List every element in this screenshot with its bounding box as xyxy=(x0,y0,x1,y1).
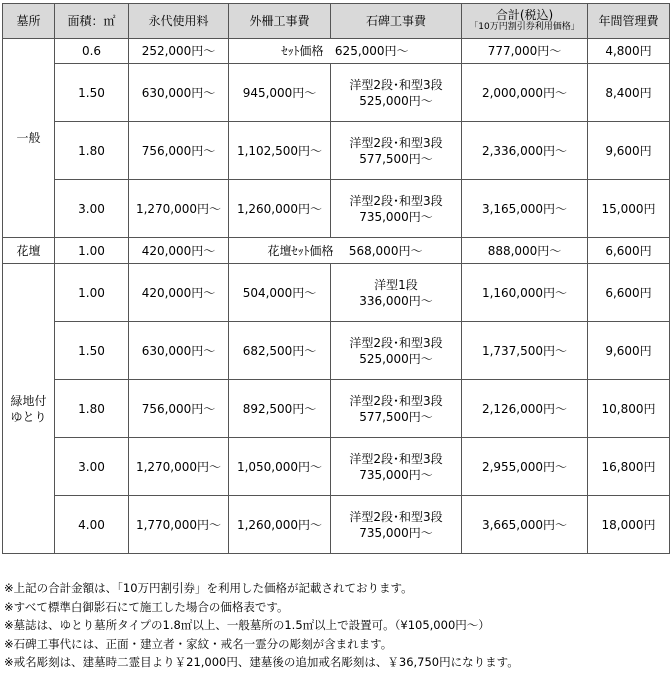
cell-eitai: 420,000円～ xyxy=(129,238,229,264)
cell-set-price xyxy=(229,238,462,264)
cell-annual: 6,600円 xyxy=(588,238,670,264)
stone-price: 577,500円～ xyxy=(359,409,433,424)
table-row xyxy=(3,238,670,264)
cell-area: 1.80 xyxy=(55,380,129,438)
cell-total: 1,737,500円～ xyxy=(462,322,588,380)
section-label-ippan: 一般 xyxy=(3,39,55,238)
cell-total: 2,126,000円～ xyxy=(462,380,588,438)
set-price: 625,000円～ xyxy=(334,44,409,58)
cell-annual: 8,400円 xyxy=(588,64,670,122)
notes xyxy=(4,579,668,672)
cell-fence: 504,000円～ xyxy=(229,264,331,322)
section-label-line2: ゆとり xyxy=(10,409,47,424)
cell-fence: 1,260,000円～ xyxy=(229,496,331,554)
table-row xyxy=(3,322,670,380)
cell-total: 3,665,000円～ xyxy=(462,496,588,554)
header-total-note: 「10万円割引券利用価格」 xyxy=(469,22,580,32)
cell-area: 3.00 xyxy=(55,438,129,496)
note-line: ※戒名彫刻は、建墓時二霊目より￥21,000円、建墓後の追加戒名彫刻は、￥36,750円になります。 xyxy=(4,655,519,670)
cell-stone xyxy=(331,322,462,380)
cell-fence: 1,260,000円～ xyxy=(229,180,331,238)
stone-type: 洋型1段 xyxy=(374,277,418,292)
cell-eitai: 630,000円～ xyxy=(129,64,229,122)
cell-total: 3,165,000円～ xyxy=(462,180,588,238)
header-stone: 石碑工事費 xyxy=(331,4,462,39)
note-line: ※すべて標準白御影石にて施工した場合の価格表です。 xyxy=(4,599,289,614)
cell-fence: 945,000円～ xyxy=(229,64,331,122)
note-line: ※石碑工事代には、正面・建立者・家紋・戒名一霊分の彫刻が含まれます。 xyxy=(4,636,393,651)
table-row xyxy=(3,180,670,238)
section-label-kadan: 花壇 xyxy=(3,238,55,264)
table-row xyxy=(3,39,670,64)
cell-eitai: 756,000円～ xyxy=(129,380,229,438)
note-line: ※上記の合計金額は、「10万円割引券」を利用した価格が記載されております。 xyxy=(4,581,413,595)
header-fence: 外柵工事費 xyxy=(229,4,331,39)
cell-eitai: 1,770,000円～ xyxy=(129,496,229,554)
cell-total: 777,000円～ xyxy=(462,39,588,64)
cell-eitai: 252,000円～ xyxy=(129,39,229,64)
cell-annual: 9,600円 xyxy=(588,322,670,380)
header-area: 面積：㎡ xyxy=(55,4,129,39)
stone-price: 336,000円～ xyxy=(359,293,433,308)
stone-type: 洋型2段･和型3段 xyxy=(349,451,443,466)
cell-total: 888,000円～ xyxy=(462,238,588,264)
table-row xyxy=(3,122,670,180)
header-total xyxy=(462,4,588,39)
cell-stone xyxy=(331,180,462,238)
cell-eitai: 420,000円～ xyxy=(129,264,229,322)
stone-price: 525,000円～ xyxy=(359,93,433,108)
price-table xyxy=(2,3,670,554)
section-label-yutori xyxy=(3,264,55,554)
cell-total: 2,955,000円～ xyxy=(462,438,588,496)
cell-area: 1.00 xyxy=(55,264,129,322)
table-row xyxy=(3,380,670,438)
cell-stone xyxy=(331,264,462,322)
cell-fence: 1,102,500円～ xyxy=(229,122,331,180)
cell-total: 2,000,000円～ xyxy=(462,64,588,122)
stone-price: 735,000円～ xyxy=(359,525,433,540)
cell-area: 1.00 xyxy=(55,238,129,264)
cell-annual: 4,800円 xyxy=(588,39,670,64)
table-row xyxy=(3,438,670,496)
cell-area: 1.50 xyxy=(55,322,129,380)
cell-annual: 15,000円 xyxy=(588,180,670,238)
stone-price: 577,500円～ xyxy=(359,151,433,166)
cell-stone xyxy=(331,496,462,554)
table-row xyxy=(3,264,670,322)
cell-annual: 16,800円 xyxy=(588,438,670,496)
set-label: 花壇ｾｯﾄ価格 xyxy=(267,243,334,258)
cell-eitai: 1,270,000円～ xyxy=(129,438,229,496)
cell-annual: 6,600円 xyxy=(588,264,670,322)
stone-type: 洋型2段･和型3段 xyxy=(349,335,443,350)
header-total-label: 合計(税込) xyxy=(495,8,554,22)
cell-stone xyxy=(331,380,462,438)
section-label-line1: 緑地付 xyxy=(10,393,47,408)
header-row xyxy=(3,4,670,39)
header-eitai: 永代使用料 xyxy=(129,4,229,39)
cell-area: 0.6 xyxy=(55,39,129,64)
cell-total: 1,160,000円～ xyxy=(462,264,588,322)
cell-stone xyxy=(331,122,462,180)
stone-type: 洋型2段･和型3段 xyxy=(349,135,443,150)
cell-eitai: 630,000円～ xyxy=(129,322,229,380)
cell-annual: 18,000円 xyxy=(588,496,670,554)
stone-price: 735,000円～ xyxy=(359,209,433,224)
cell-stone xyxy=(331,64,462,122)
cell-area: 1.50 xyxy=(55,64,129,122)
stone-price: 525,000円～ xyxy=(359,351,433,366)
note-line: ※墓誌は、ゆとり墓所タイプの1.8㎡以上、一般墓所の1.5㎡以上で設置可。（¥105,000円～） xyxy=(4,618,490,633)
cell-set-price xyxy=(229,39,462,64)
cell-eitai: 1,270,000円～ xyxy=(129,180,229,238)
stone-type: 洋型2段･和型3段 xyxy=(349,77,443,92)
cell-fence: 892,500円～ xyxy=(229,380,331,438)
header-site: 墓所 xyxy=(3,4,55,39)
cell-total: 2,336,000円～ xyxy=(462,122,588,180)
cell-area: 1.80 xyxy=(55,122,129,180)
set-price: 568,000円～ xyxy=(348,243,423,258)
cell-fence: 682,500円～ xyxy=(229,322,331,380)
cell-area: 4.00 xyxy=(55,496,129,554)
stone-type: 洋型2段･和型3段 xyxy=(349,393,443,408)
set-label: ｾｯﾄ価格 xyxy=(281,44,324,58)
stone-type: 洋型2段･和型3段 xyxy=(349,193,443,208)
cell-eitai: 756,000円～ xyxy=(129,122,229,180)
cell-area: 3.00 xyxy=(55,180,129,238)
cell-fence: 1,050,000円～ xyxy=(229,438,331,496)
cell-annual: 9,600円 xyxy=(588,122,670,180)
table-row xyxy=(3,64,670,122)
cell-annual: 10,800円 xyxy=(588,380,670,438)
stone-price: 735,000円～ xyxy=(359,467,433,482)
header-annual: 年間管理費 xyxy=(588,4,670,39)
stone-type: 洋型2段･和型3段 xyxy=(349,509,443,524)
table-row xyxy=(3,496,670,554)
cell-stone xyxy=(331,438,462,496)
